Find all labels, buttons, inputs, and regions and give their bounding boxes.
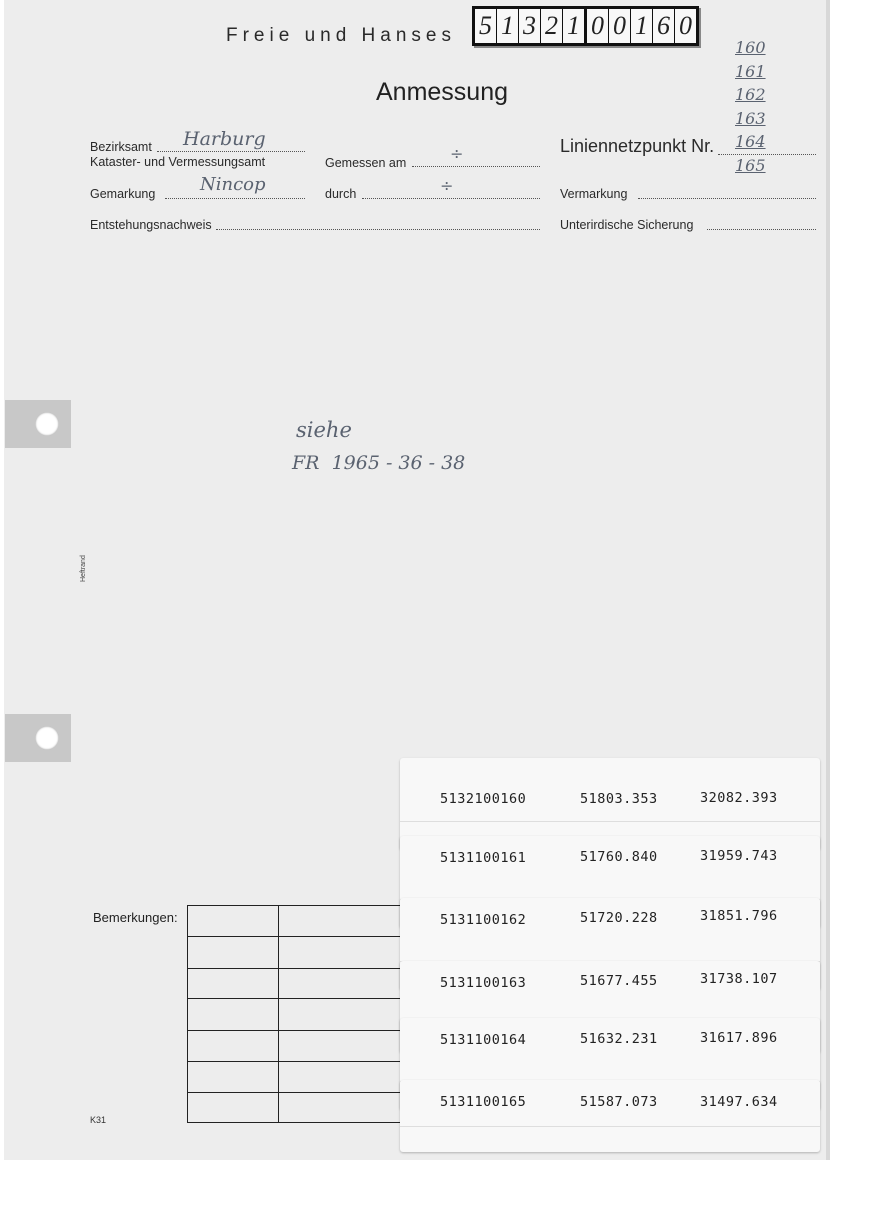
kataster-label: Kataster- und Vermessungsamt <box>90 155 266 169</box>
form-code: K31 <box>90 1115 107 1125</box>
point-id: 5131100161 <box>440 850 527 866</box>
y-coordinate: 31497.634 <box>700 1094 778 1110</box>
y-coordinate: 31959.743 <box>700 848 778 864</box>
gemarkung-value: Nincop <box>200 174 266 195</box>
point-number: 164 <box>735 132 766 151</box>
note-siehe: siehe <box>296 418 352 442</box>
entstehung-line <box>216 229 540 230</box>
y-coordinate: 31617.896 <box>700 1030 778 1046</box>
durch-label: durch <box>325 187 357 201</box>
table-rule <box>188 1030 427 1031</box>
entstehung-label: Entstehungsnachweis <box>90 218 212 232</box>
strip-band <box>400 1126 820 1127</box>
vermarkung-label: Vermarkung <box>560 187 628 201</box>
bezirksamt-label: Bezirksamt <box>90 140 152 154</box>
id-digit: 0 <box>587 9 609 43</box>
unterirdisch-line <box>707 229 816 230</box>
x-coordinate: 51587.073 <box>580 1094 658 1110</box>
table-rule <box>188 998 427 999</box>
gemessen-label: Gemessen am <box>325 156 407 170</box>
table-rule <box>188 968 427 969</box>
x-coordinate: 51632.231 <box>580 1031 658 1047</box>
point-number: 163 <box>735 108 766 128</box>
bezirksamt-line <box>157 151 305 152</box>
x-coordinate: 51803.353 <box>580 791 658 807</box>
remarks-label: Bemerkungen: <box>93 910 178 925</box>
point-number: 161 <box>735 61 766 81</box>
gemessen-line <box>412 166 540 167</box>
id-digit: 5 <box>475 9 497 43</box>
x-coordinate: 51677.455 <box>580 973 658 989</box>
table-rule <box>188 936 427 937</box>
id-digit: 3 <box>519 9 541 43</box>
x-coordinate: 51760.840 <box>580 849 658 865</box>
table-rule <box>188 1061 427 1062</box>
table-divider <box>278 906 279 1122</box>
point-id: 5131100165 <box>440 1094 527 1110</box>
id-digit: 1 <box>631 9 653 43</box>
point-id: 5131100162 <box>440 912 527 928</box>
point-number: 165 <box>735 155 766 175</box>
gemarkung-label: Gemarkung <box>90 187 156 201</box>
remarks-table <box>187 905 427 1123</box>
y-coordinate: 32082.393 <box>700 790 778 806</box>
point-number: 160 <box>735 38 766 57</box>
id-digit: 6 <box>653 9 675 43</box>
y-coordinate: 31738.107 <box>700 971 778 987</box>
punch-hole-top <box>5 400 71 448</box>
sheet-edge <box>826 0 830 1160</box>
handwritten-point-numbers <box>735 36 785 177</box>
heftrand-label: Heftrand <box>80 555 87 582</box>
unterirdisch-label: Unterirdische Sicherung <box>560 218 694 232</box>
id-digit: 1 <box>563 9 587 43</box>
strip-band <box>400 821 820 822</box>
id-digit: 1 <box>497 9 519 43</box>
point-id: 5131100164 <box>440 1032 527 1048</box>
durch-line <box>362 198 540 199</box>
gemarkung-line <box>165 198 305 199</box>
table-rule <box>188 1092 427 1093</box>
point-id: 5132100160 <box>440 791 527 807</box>
point-number: 162 <box>735 85 766 104</box>
liniennetzpunkt-label: Liniennetzpunkt Nr. <box>560 136 715 156</box>
x-coordinate: 51720.228 <box>580 910 658 926</box>
liniennetzpunkt-line <box>718 154 816 155</box>
durch-value: ÷ <box>440 176 454 195</box>
point-id-box <box>472 6 699 46</box>
issuing-authority: Freie und Hanses <box>226 25 456 46</box>
note-reference: FR 1965 - 36 - 38 <box>292 452 466 474</box>
coordinate-strip <box>400 1080 820 1152</box>
id-digit: 0 <box>609 9 631 43</box>
vermarkung-line <box>638 198 816 199</box>
form-title: Anmessung <box>376 78 509 106</box>
bezirksamt-value: Harburg <box>183 128 266 150</box>
id-digit: 2 <box>541 9 563 43</box>
punch-hole-bottom <box>5 714 71 762</box>
point-id: 5131100163 <box>440 975 527 991</box>
y-coordinate: 31851.796 <box>700 908 778 924</box>
gemessen-value: ÷ <box>450 144 464 163</box>
id-digit: 0 <box>679 11 692 40</box>
